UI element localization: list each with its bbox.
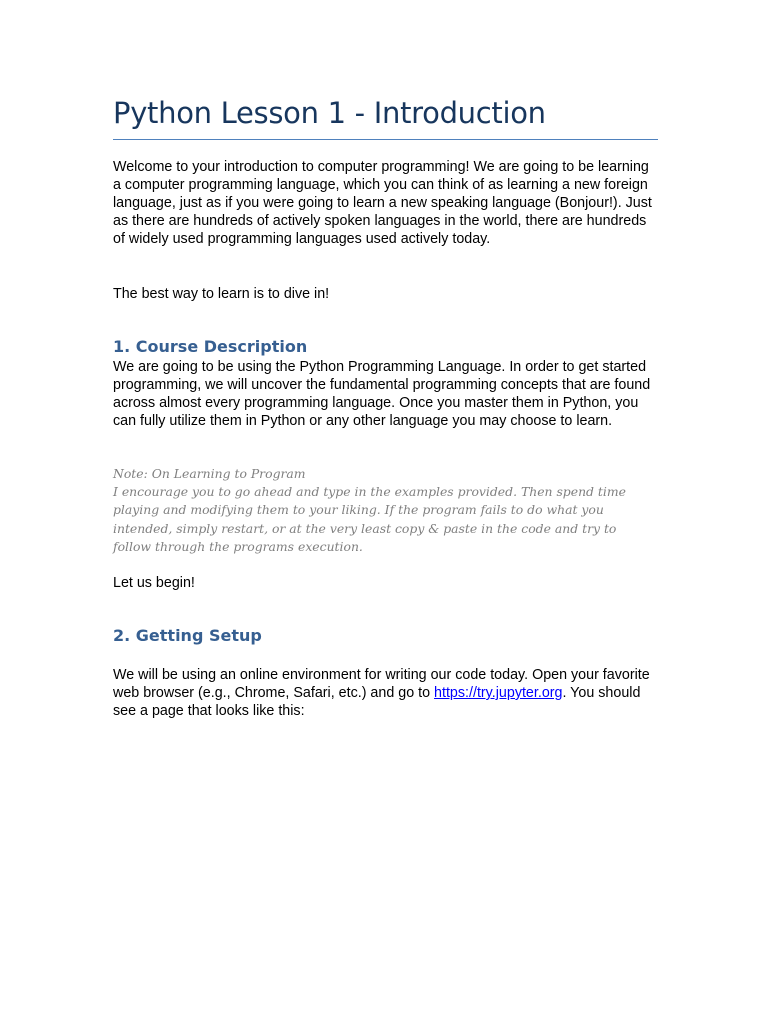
page-title: Python Lesson 1 - Introduction [113,96,546,130]
section-heading-course-description: 1. Course Description [113,337,308,356]
note-title: Note: On Learning to Program [113,466,306,481]
intro-paragraph: Welcome to your introduction to computer programming! We are going to be learning a computer programming language, which you can think of as learning a new foreign language, just as if you were going to learn a new speaking language (Bonjour!). Just as there are hundreds of actively spoken languages in the world, there are hundreds of widely used programming languages used actively today. [113,159,652,247]
note-body: I encourage you to go ahead and type in the examples provided. Then spend time playing and modifying them to your liking. If the program fails to do what you intended, simply restart, or at the very least copy & paste in the code and try to follow through the programs execution. [113,484,626,554]
getting-setup-text-before-link: We will be using an online environment for writing our code today. Open your favorite web browser (e.g., Chrome, Safari, etc.) and go to [113,667,650,701]
intro-dive-in-paragraph: The best way to learn is to dive in! [113,286,330,302]
getting-setup-text-after-link: . You should see a page that looks like this: [113,685,641,719]
let-us-begin-paragraph: Let us begin! [113,575,195,591]
title-underline-divider [113,139,658,140]
course-description-paragraph: We are going to be using the Python Programming Language. In order to get started programming, we will uncover the fundamental programming concepts that are found across almost every programming language. Once you master them in Python, you can fully utilize them in Python or any other language you may choose to learn. [113,359,651,429]
learning-note [113,465,658,556]
jupyter-link[interactable]: https://try.jupyter.org [434,685,563,701]
getting-setup-paragraph [113,666,658,720]
section-heading-getting-setup: 2. Getting Setup [113,626,262,645]
